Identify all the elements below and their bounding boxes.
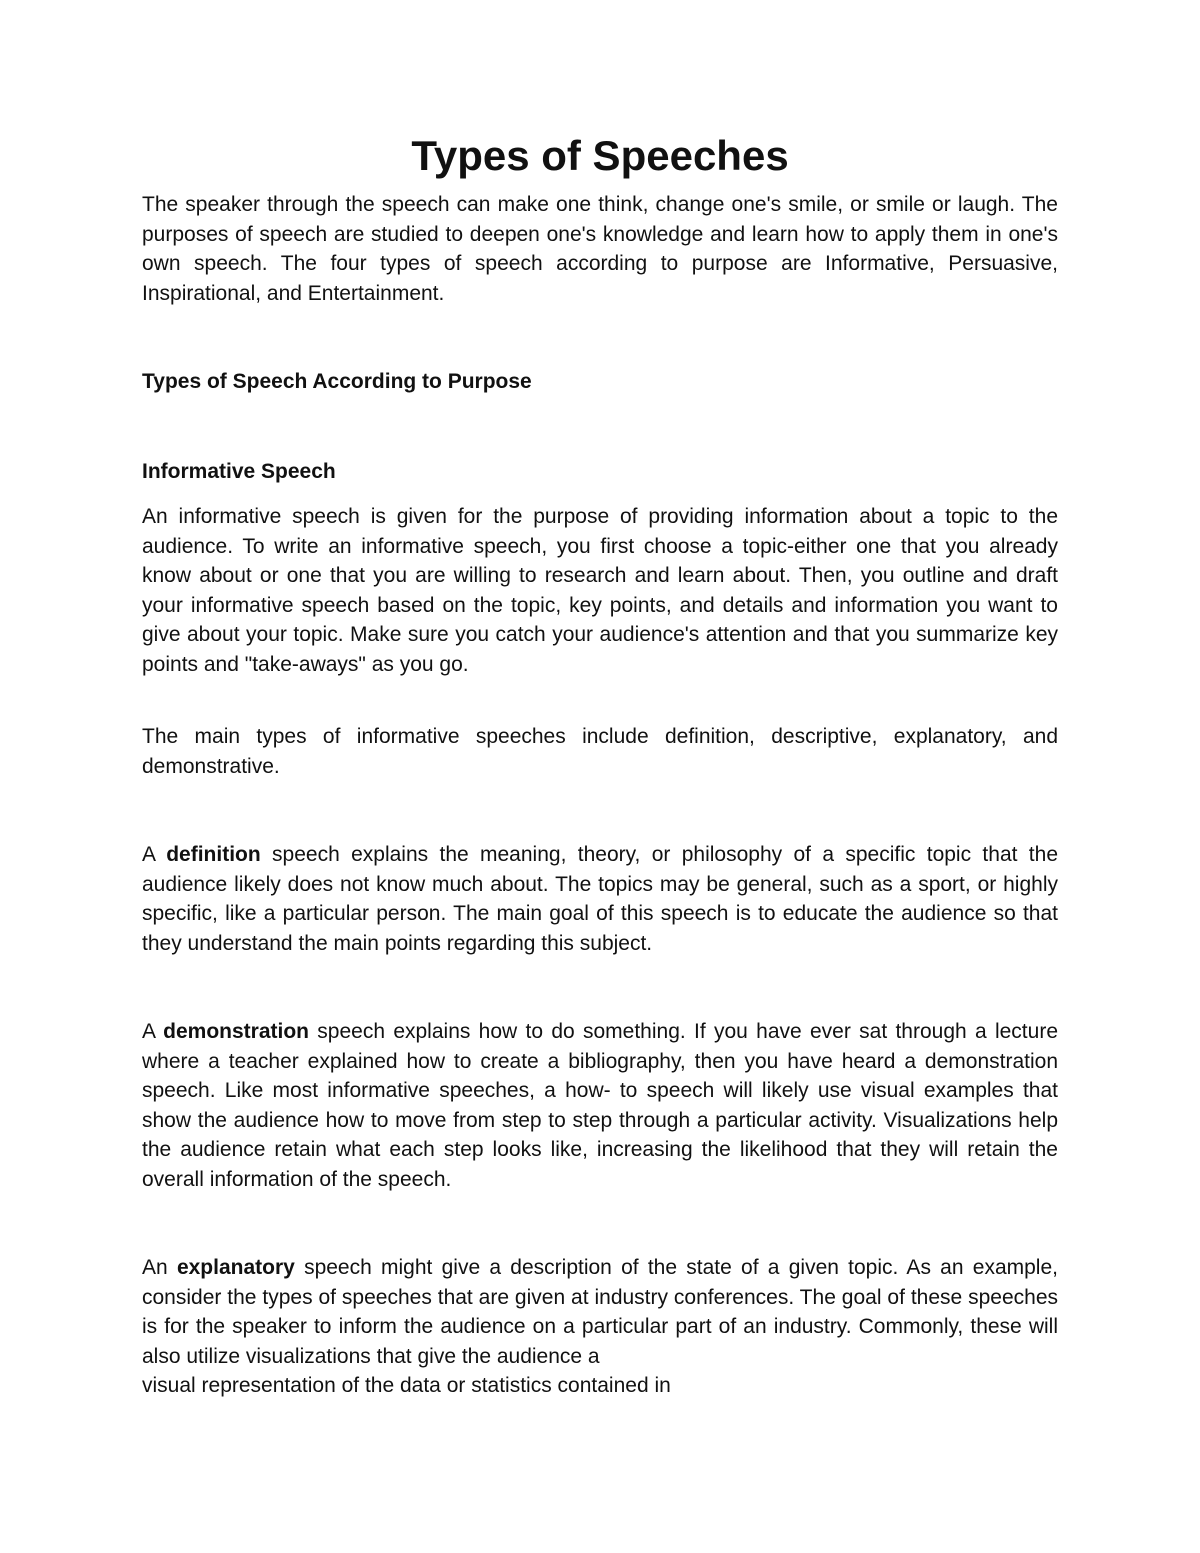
section-heading: Types of Speech According to Purpose	[142, 370, 532, 393]
intro-paragraph: The speaker through the speech can make one think, change one's smile, or smile or laugh. The purposes of speech are studied to deepen one's knowledge and learn how to apply them in one's own speech. The four types of speech according to purpose are Informative, Persuasive, Inspirational, and Entertainment.	[142, 193, 1058, 305]
informative-types-paragraph: The main types of informative speeches include definition, descriptive, explanatory, and demonstrative.	[142, 725, 1058, 778]
demonstration-text: speech explains how to do something. If you have ever sat through a lecture where a teacher explained how to create a bibliography, then you have heard a demonstration speech. Like most informative speeches, a how- to speech will likely use visual examples that show the audience how to move from step to step through a particular activity. Visualizations help the audience retain what each step looks like, increasing the likelihood that they will retain the overall information of the speech.	[142, 1020, 1058, 1191]
demonstration-term: demonstration	[163, 1020, 309, 1043]
informative-speech-paragraph: An informative speech is given for the purpose of providing information about a topic to the audience. To write an informative speech, you first choose a topic-either one that you already know about or one that you are willing to research and learn about. Then, you outline and draft your informative speech based on the topic, key points, and details and information you want to give about your topic. Make sure you catch your audience's attention and that you summarize key points and "take-aways" as you go.	[142, 505, 1058, 676]
document-title: Types of Speeches	[411, 132, 789, 179]
explanatory-term: explanatory	[176, 1256, 295, 1279]
explanatory-prefix: An	[142, 1256, 177, 1279]
explanatory-paragraph	[142, 1253, 1058, 1371]
informative-speech-heading: Informative Speech	[142, 460, 336, 483]
definition-text: speech explains the meaning, theory, or philosophy of a specific topic that the audience likely does not know much about. The topics may be general, such as a sport, or highly specific, like a particular person. The main goal of this speech is to educate the audience so that they understand the main points regarding this subject.	[142, 843, 1058, 955]
definition-prefix: A	[142, 843, 167, 866]
definition-term: definition	[166, 843, 261, 866]
explanatory-last-line: visual representation of the data or statistics contained in	[142, 1374, 671, 1397]
document-page	[142, 132, 1058, 1401]
explanatory-text: speech might give a description of the state of a given topic. As an example, consider the types of speeches that are given at industry conferences. The goal of these speeches is for the speaker to inform the audience on a particular part of an industry. Commonly, these will also utilize visualizations that give the audience a	[142, 1256, 1058, 1368]
demonstration-prefix: A	[142, 1020, 164, 1043]
definition-paragraph	[142, 840, 1058, 958]
demonstration-paragraph	[142, 1017, 1058, 1194]
